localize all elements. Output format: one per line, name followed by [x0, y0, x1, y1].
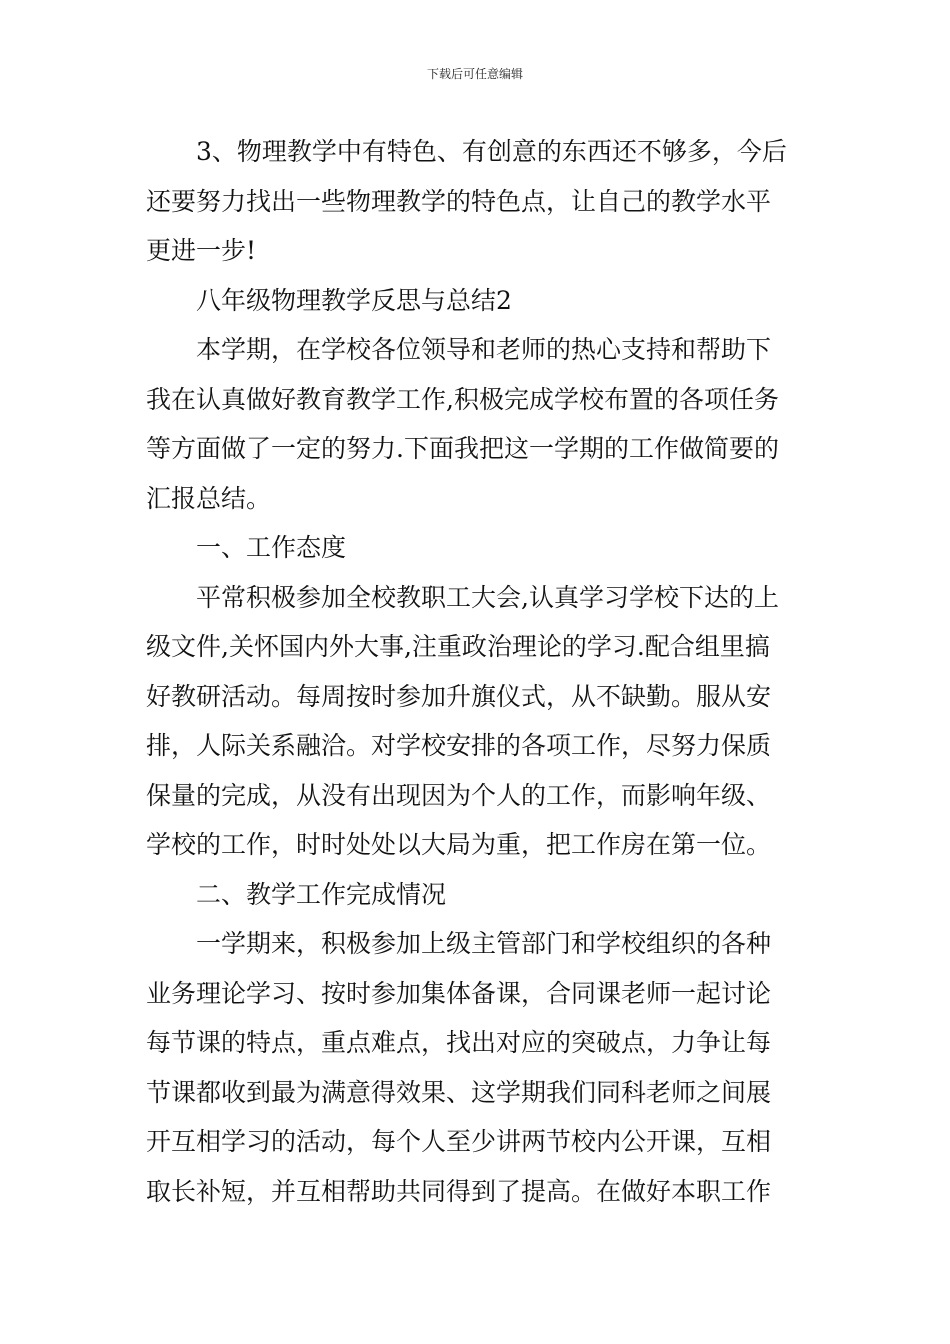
page-header-note: 下载后可任意编辑 — [426, 67, 523, 81]
text-line: 一学期来，积极参加上级主管部门和学校组织的各种 — [196, 929, 772, 958]
text-line: 排，人际关系融洽。对学校安排的各项工作，尽努力保质 — [146, 731, 772, 760]
text-line: 八年级物理教学反思与总结2 — [196, 285, 512, 315]
document-body — [146, 127, 810, 1216]
text-line: 我在认真做好教育教学工作,积极完成学校布置的各项任务 — [146, 384, 779, 414]
text-line: 取长补短，并互相帮助共同得到了提高。在做好本职工作 — [146, 1176, 772, 1206]
text-line: 本学期，在学校各位领导和老师的热心支持和帮助下 — [196, 335, 772, 364]
text-line: 二、教学工作完成情况 — [196, 879, 447, 909]
text-line: 更进一步! — [146, 236, 257, 265]
text-line: 业务理论学习、按时参加集体备课，合同课老师一起讨论 — [146, 978, 772, 1008]
text-line: 好教研活动。每周按时参加升旗仪式，从不缺勤。服从安 — [146, 681, 772, 711]
text-line: 学校的工作，时时处处以大局为重，把工作房在第一位。 — [146, 830, 772, 859]
text-line: 保量的完成，从没有出现因为个人的工作，而影响年级、 — [146, 780, 772, 810]
text-line: 节课都收到最为满意得效果、这学期我们同科老师之间展 — [146, 1077, 772, 1107]
text-line: 平常积极参加全校教职工大会,认真学习学校下达的上 — [196, 582, 779, 612]
text-line: 开互相学习的活动，每个人至少讲两节校内公开课，互相 — [146, 1127, 772, 1156]
text-line: 每节课的特点，重点难点，找出对应的突破点，力争让每 — [146, 1028, 772, 1057]
text-line: 等方面做了一定的努力.下面我把这一学期的工作做简要的 — [146, 434, 779, 463]
text-line: 级文件,关怀国内外大事,注重政治理论的学习.配合组里搞 — [146, 632, 770, 661]
text-line: 3、物理教学中有特色、有创意的东西还不够多，今后 — [196, 137, 787, 166]
text-line: 还要努力找出一些物理教学的特色点，让自己的教学水平 — [146, 186, 772, 216]
text-line: 汇报总结。 — [146, 483, 272, 513]
text-line: 一、工作态度 — [196, 533, 347, 562]
